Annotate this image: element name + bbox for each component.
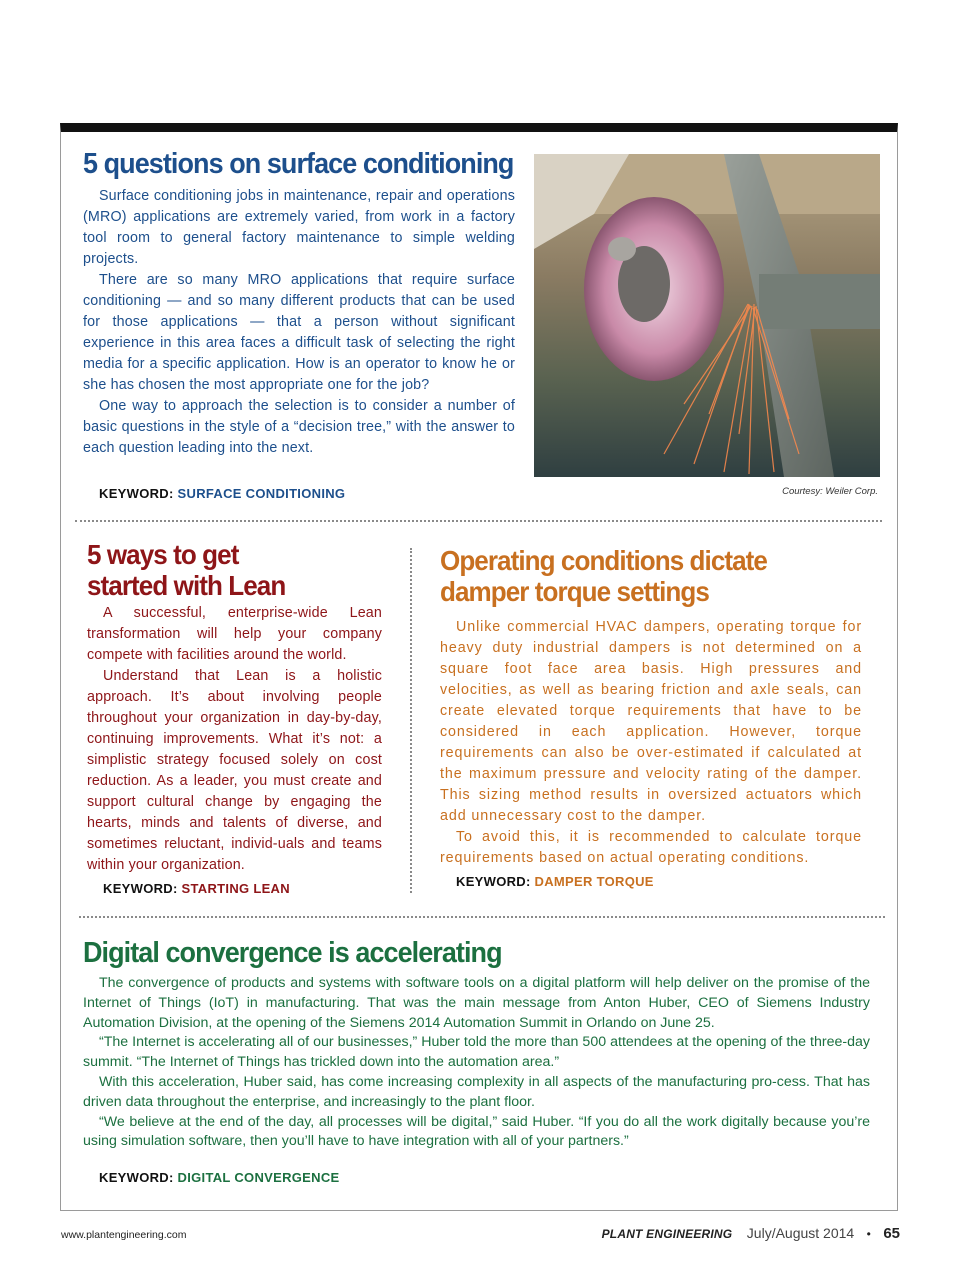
paragraph: The convergence of products and systems with software tools on a digital platform will help deliver on the promise of the Internet of Things (IoT) in manufacturing. That was the main message from Anton Huber, CEO of Siemens Industry Automation Division, at the opening of the Siemens 2014 Automation Summit in Orlando on June 25. (83, 975, 870, 1031)
section-divider (75, 520, 882, 522)
footer-url-link[interactable]: www.plantengineering.com (61, 1229, 187, 1241)
paragraph: Surface conditioning jobs in maintenance, repair and operations (MRO) applications are extremely varied, from work in a factory tool room to general factory maintenance to simple welding projects. (83, 188, 515, 267)
paragraph: “The Internet is accelerating all of our businesses,” Huber told the more than 500 attendees at the opening of the three-day summit. “The Internet of Things has trickled down into the automation area.” (83, 1034, 870, 1071)
keyword-line-damper-torque (456, 874, 654, 889)
paragraph: To avoid this, it is recommended to calculate torque requirements based on actual operating conditions. (440, 829, 862, 866)
title-line: 5 ways to get (87, 539, 239, 570)
keyword-link-digital-convergence[interactable]: DIGITAL CONVERGENCE (177, 1170, 340, 1185)
keyword-line-digital-convergence (99, 1170, 340, 1185)
keyword-label: KEYWORD: (103, 881, 178, 896)
keyword-line-lean (103, 881, 290, 896)
article-title-lean (87, 539, 285, 602)
issue-date: July/August 2014 (746, 1225, 855, 1241)
keyword-link-surface-conditioning[interactable]: SURFACE CONDITIONING (177, 486, 346, 501)
article-body-damper-torque (440, 617, 862, 869)
title-line: Operating conditions dictate (440, 545, 767, 576)
keyword-line-surface-conditioning (99, 486, 345, 501)
section-divider (79, 916, 885, 918)
article-body-digital-convergence (83, 974, 870, 1152)
title-line: started with Lean (87, 570, 286, 602)
keyword-link-lean[interactable]: STARTING LEAN (181, 881, 290, 896)
paragraph: “We believe at the end of the day, all processes will be digital,” said Huber. “If you do all the work digitally because you’re using simulation software, then you’ll have to have integration with all of your partners.” (83, 1113, 870, 1150)
title-line: damper torque settings (440, 576, 709, 608)
article-title-damper-torque (440, 545, 767, 608)
page-number: 65 (883, 1225, 900, 1242)
keyword-label: KEYWORD: (99, 486, 174, 501)
paragraph: Understand that Lean is a holistic approach. It’s about involving people throughout your organization in day-by-day, continuing improvements. What it’s not: a simplistic strategy focused solely on cost reduction. As a leader, you must create and support cultural change by engaging the hearts, minds and talents of diverse, and sometimes reluctant, individ-uals and teams within your organization. (87, 668, 382, 873)
column-divider (410, 548, 412, 893)
steel-beam-horizontal (759, 274, 880, 329)
keyword-label: KEYWORD: (99, 1170, 174, 1185)
article-title-surface-conditioning: 5 questions on surface conditioning (83, 148, 514, 180)
footer-publication-info (602, 1225, 900, 1243)
paragraph: With this acceleration, Huber said, has come increasing complexity in all aspects of the manufacturing pro-cess. That has driven data throughout the enterprise, and increasingly to the plant floor. (83, 1073, 870, 1110)
publication-name: PLANT ENGINEERING (601, 1227, 733, 1241)
paragraph: Unlike commercial HVAC dampers, operating torque for heavy duty industrial dampers is not determined on a square foot face area basis. High pressures and velocities, as well as bearing friction and axle seals, can create elevated torque requirements that have to be considered in each application. However, torque requirements can also be over-estimated if calculated at the maximum pressure and velocity rating of the damper. This sizing method results in oversized actuators which add unnecessary cost to the damper. (440, 619, 862, 824)
article-title-digital-convergence: Digital convergence is accelerating (83, 937, 502, 969)
paragraph: A successful, enterprise-wide Lean transformation will help your company compete with facilities around the world. (87, 605, 382, 663)
paragraph: There are so many MRO applications that require surface conditioning — and so many different products that can be used for those applications — that a person without significant experience in this area faces a difficult task of selecting the right media for a specific application. How is an operator to know he or she has chosen the most appropriate one for the job? (83, 272, 515, 393)
photo-illustration (534, 154, 880, 477)
wheel-nut (608, 237, 636, 261)
bullet-separator: • (866, 1227, 871, 1241)
photo-credit: Courtesy: Weiler Corp. (782, 486, 878, 497)
article-body-lean (87, 603, 382, 876)
keyword-label: KEYWORD: (456, 874, 531, 889)
paragraph: One way to approach the selection is to consider a number of basic questions in the style of a “decision tree,” with the answer to each question leading into the next. (83, 398, 515, 456)
article-body-surface-conditioning (83, 186, 515, 459)
grinding-wheel-photo (534, 154, 880, 477)
keyword-link-damper-torque[interactable]: DAMPER TORQUE (534, 874, 654, 889)
